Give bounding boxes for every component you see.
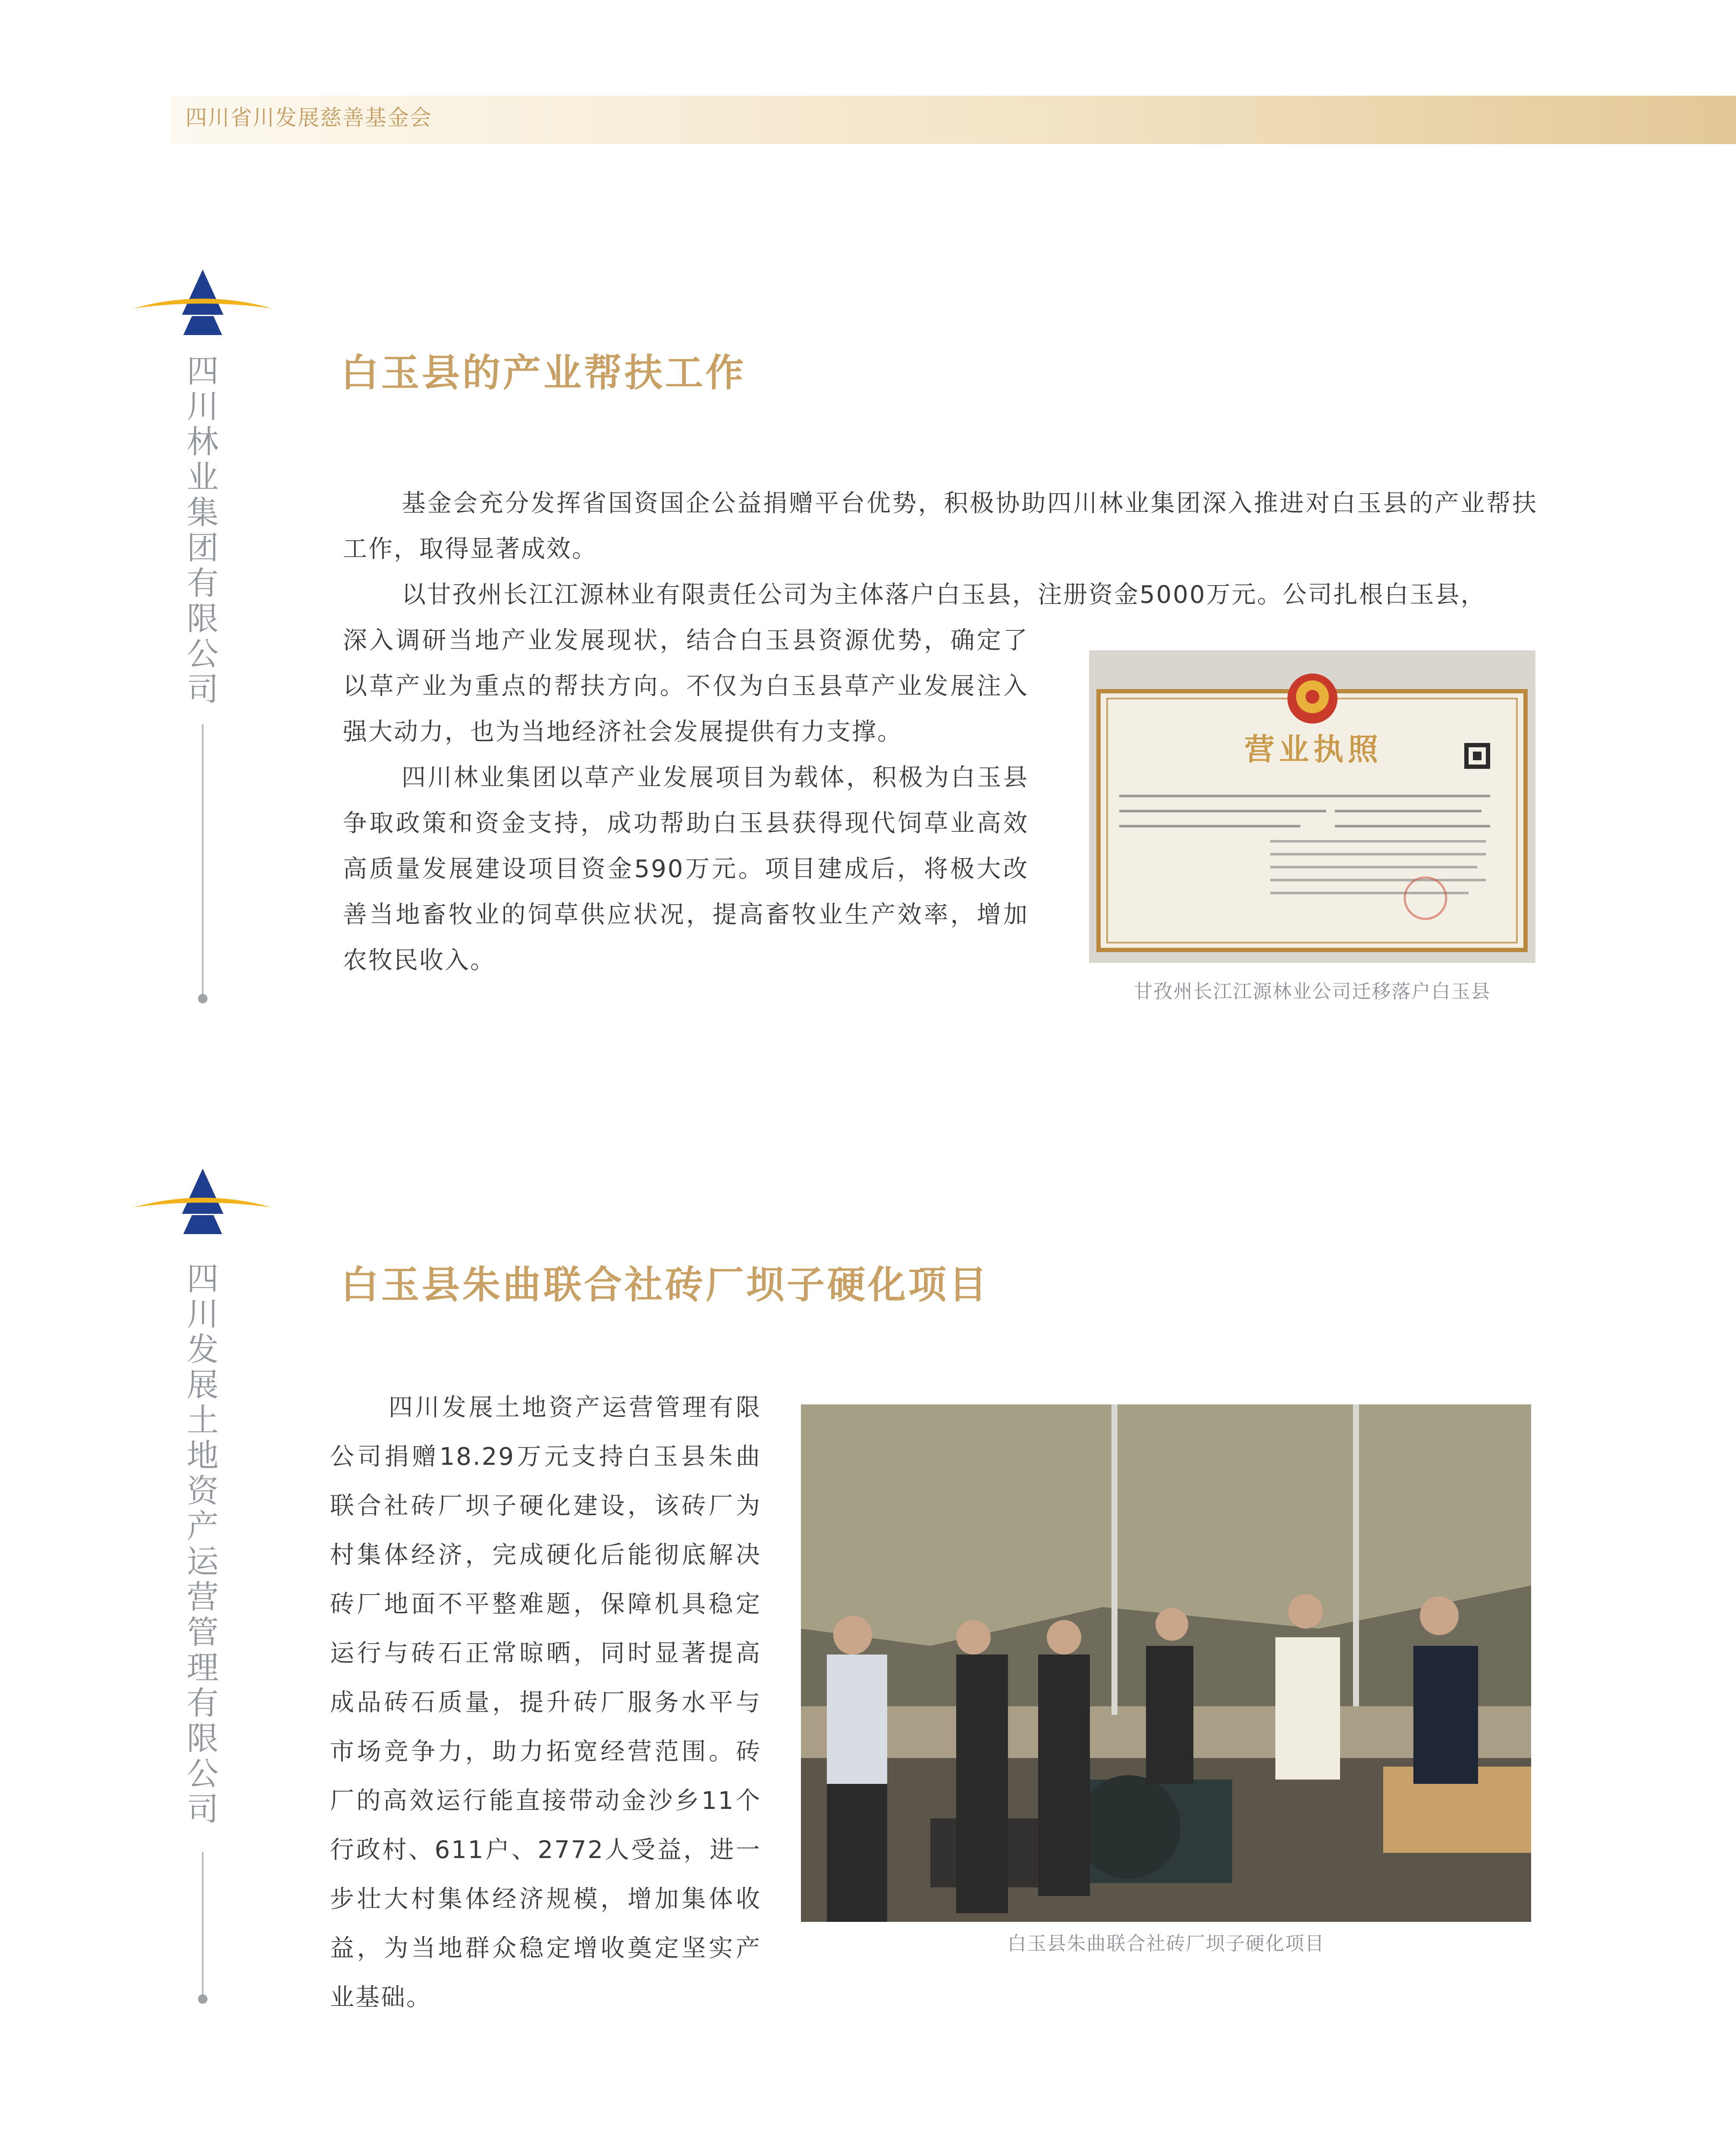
sidebar-dot <box>198 994 207 1003</box>
sidebar-dot <box>198 1994 207 2004</box>
paragraph: 四川林业集团以草产业发展项目为载体，积极为白玉县争取政策和资金支持，成功帮助白玉县获得现代饲草业高效高质量发展建设项目资金590万元。项目建成后，将极大改善当地畜牧业的饲草供应状况，提高畜牧业生产效率，增加农牧民收入。 <box>343 764 1029 975</box>
sidebar-org-char: 限 <box>187 1720 219 1757</box>
paragraph: 基金会充分发挥省国资国企公益捐赠平台优势，积极协助四川林业集团深入推进对白玉县的产业帮扶工作，取得显著成效。 <box>343 489 1538 563</box>
sidebar-org-char: 川 <box>187 1296 219 1333</box>
sidebar-org-char: 限 <box>187 600 219 637</box>
sidebar-org-char: 司 <box>187 1791 219 1828</box>
sidebar-org-char: 地 <box>187 1437 219 1474</box>
paragraph: 四川发展土地资产运营管理有限公司捐赠18.29万元支持白玉县朱曲联合社砖厂坝子硬化建设，该砖厂为村集体经济，完成硬化后能彻底解决砖厂地面不平整难题，保障机具稳定运行与砖石正常晾晒，同时显著提高成品砖石质量，提升砖厂服务水平与市场竞争力，助力拓宽经营范围。砖厂的高效运行能直接带动金沙乡11个行政村、611户、2772人受益，进一步壮大村集体经济规模，增加集体收益，为当地群众稳定增收奠定坚实产业基础。 <box>330 1394 761 2012</box>
image-caption: 白玉县朱曲联合社砖厂坝子硬化项目 <box>1007 1933 1325 1955</box>
sidebar-org-char: 团 <box>187 530 219 567</box>
sidebar-org-char: 管 <box>187 1614 219 1651</box>
sidebar-org-char: 四 <box>187 1260 219 1297</box>
foundation-logo-icon <box>129 265 276 338</box>
sidebar-org-char: 运 <box>187 1543 219 1580</box>
sidebar-org-char: 公 <box>187 1755 219 1792</box>
paragraph: 深入调研当地产业发展现状，结合白玉县资源优势，确定了以草产业为重点的帮扶方向。不仅为白玉县草产业发展注入强大动力，也为当地经济社会发展提供有力支撑。 <box>343 627 1029 746</box>
business-license-photo <box>1089 650 1535 963</box>
sidebar-org-char: 四 <box>187 353 219 390</box>
sidebar-org-char: 展 <box>187 1366 219 1404</box>
sidebar-org-name <box>181 1261 224 1827</box>
brick-factory-photo <box>801 1404 1531 1922</box>
header-title: 四川省川发展慈善基金会 <box>185 105 432 130</box>
sidebar-org-char: 资 <box>187 1473 219 1510</box>
foundation-logo-icon <box>129 1164 276 1238</box>
sidebar-org-name <box>181 354 224 707</box>
sidebar-org-char: 土 <box>187 1402 219 1439</box>
sidebar-divider-line <box>202 724 204 996</box>
image-caption: 甘孜州长江江源林业公司迁移落户白玉县 <box>1133 981 1491 1003</box>
license-title: 营业执照 <box>1244 731 1382 767</box>
sidebar-org-char: 理 <box>187 1649 219 1686</box>
sidebar-section2 <box>129 1164 276 2009</box>
sidebar-org-char: 川 <box>187 388 219 425</box>
section-title: 白玉县的产业帮扶工作 <box>341 351 747 395</box>
sidebar-org-char: 发 <box>187 1331 219 1368</box>
sidebar-org-char: 公 <box>187 636 219 673</box>
sidebar-org-char: 营 <box>187 1579 219 1616</box>
sidebar-org-char: 有 <box>187 1685 219 1722</box>
sidebar-org-char: 集 <box>187 494 219 531</box>
sidebar-org-char: 产 <box>187 1508 219 1545</box>
sidebar-org-char: 林 <box>187 423 219 461</box>
sidebar-org-char: 有 <box>187 565 219 602</box>
sidebar-section1 <box>129 265 276 1007</box>
paragraph: 以甘孜州长江江源林业有限责任公司为主体落户白玉县，注册资金5000万元。公司扎根白玉县， <box>402 581 1486 609</box>
sidebar-divider-line <box>202 1852 204 1996</box>
section-title: 白玉县朱曲联合社砖厂坝子硬化项目 <box>341 1263 990 1307</box>
sidebar-org-char: 司 <box>187 671 219 708</box>
sidebar-org-char: 业 <box>187 459 219 496</box>
